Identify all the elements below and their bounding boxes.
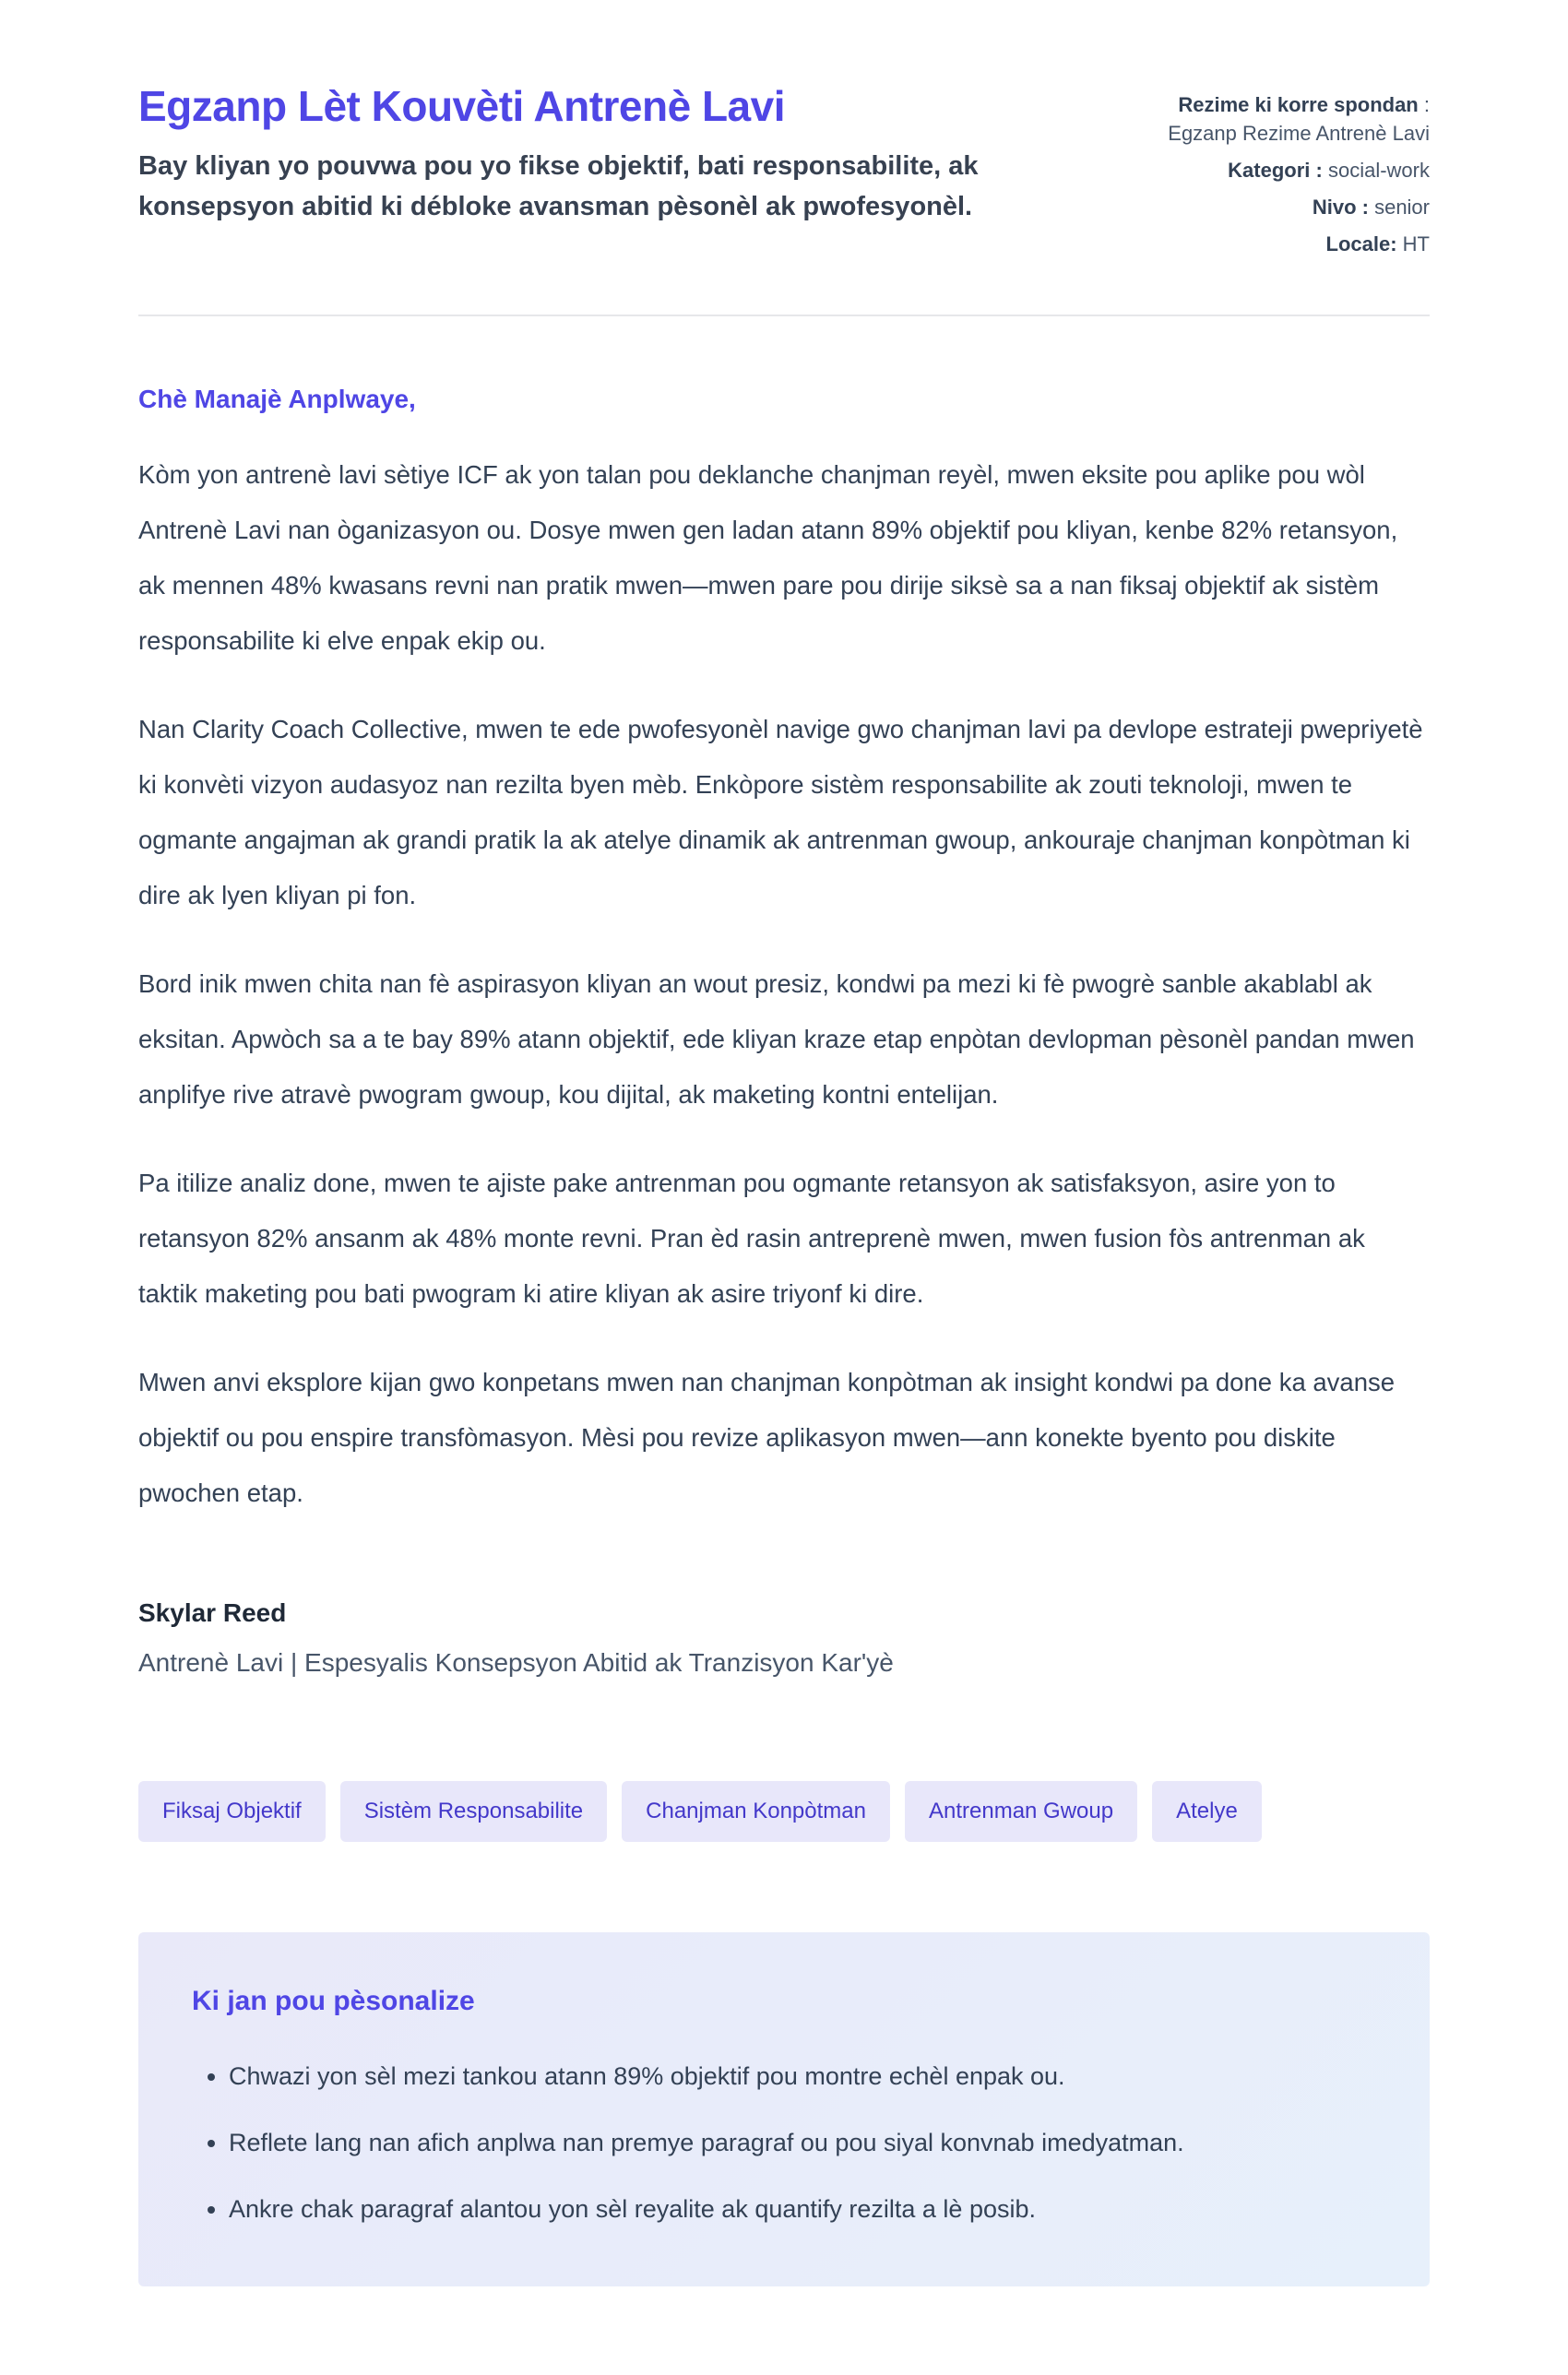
callout-title: Ki jan pou pèsonalize bbox=[192, 1986, 475, 2016]
callout-bullet-2: • Reflete lang nan afich anplwa nan premye paragraf ou pou siyal konvnab imedyatman. bbox=[229, 2124, 1376, 2161]
paragraph-2: Nan Clarity Coach Collective, mwen te ede pwofesyonèl navige gwo chanjman lavi pa devlope estrateji pwepriyetè ki konvèti vizyon audasyoz nan rezilta byen mèb. Enkòpore sistèm responsabilite ak zouti teknoloji, mwen te ogmante angajman ak grandi pratik la ak atelye dinamik ak antrenman gwoup, ankouraje chanjman konpòtman ki dire ak lyen kliyan pi fon. bbox=[138, 715, 1423, 909]
cover-letter-page bbox=[138, 0, 1430, 2375]
meta-panel bbox=[1153, 81, 1430, 267]
greeting: Chè Manajè Anplwaye, bbox=[138, 385, 416, 413]
callout-list bbox=[192, 2058, 1376, 2227]
signature-name: Skylar Reed bbox=[138, 1598, 287, 1627]
paragraph-4: Pa itilize analiz done, mwen te ajiste pake antrenman pou ogmante retansyon ak satisfaksyon, asire yon to retansyon 82% ansanm ak 48% monte revni. Pran èd rasin antreprenè mwen, mwen fusion fòs antrenman ak taktik maketing pou bati pwogram ki atire kliyan ak asire triyonf ki dire. bbox=[138, 1169, 1365, 1308]
meta-label: Kategori : bbox=[1228, 159, 1323, 182]
paragraph-5: Mwen anvi eksplore kijan gwo konpetans mwen nan chanjman konpòtman ak insight kondwi pa done ka avanse objektif ou pou enspire transfòmasyon. Mèsi pou revize aplikasyon mwen—ann konekte byento pou diskite pwochen etap. bbox=[138, 1368, 1396, 1507]
meta-value: HT bbox=[1402, 232, 1430, 255]
tag-antrenman-gwoup[interactable]: Antrenman Gwoup bbox=[905, 1781, 1137, 1842]
header-divider bbox=[138, 315, 1430, 316]
meta-value: senior bbox=[1374, 196, 1430, 219]
header-text-block bbox=[138, 81, 1098, 227]
tag-fiksaj-objektif[interactable]: Fiksaj Objektif bbox=[138, 1781, 326, 1842]
page-subtitle: Bay kliyan yo pouvwa pou yo fikse objektif, bati responsabilite, ak konsepsyon abitid ki débloke avansman pèsonèl ak pwofesyonèl. bbox=[138, 151, 979, 221]
tag-chanjman-konpotman[interactable]: Chanjman Konpòtman bbox=[622, 1781, 890, 1842]
meta-label: Locale: bbox=[1325, 232, 1397, 255]
callout-bullet-1: • Chwazi yon sèl mezi tankou atann 89% objektif pou montre echèl enpak ou. bbox=[229, 2058, 1376, 2095]
page-title: Egzanp Lèt Kouvèti Antrenè Lavi bbox=[138, 82, 786, 130]
meta-value: : Egzanp Rezime Antrenè Lavi bbox=[1168, 93, 1430, 145]
meta-row-locale bbox=[1153, 230, 1430, 258]
tag-sistem-responsabilite[interactable]: Sistèm Responsabilite bbox=[340, 1781, 607, 1842]
meta-label: Rezime ki korre spondan bbox=[1178, 93, 1419, 116]
meta-label: Nivo : bbox=[1312, 196, 1369, 219]
meta-row-level bbox=[1153, 193, 1430, 221]
letter-body bbox=[138, 385, 1430, 1678]
meta-row-category bbox=[1153, 156, 1430, 184]
personalize-callout bbox=[138, 1932, 1430, 2286]
signature-role: Antrenè Lavi | Espesyalis Konsepsyon Abitid ak Tranzisyon Kar'yè bbox=[138, 1648, 894, 1677]
tag-atelye[interactable]: Atelye bbox=[1152, 1781, 1262, 1842]
callout-bullet-3: • Ankre chak paragraf alantou yon sèl reyalite ak quantify rezilta a lè posib. bbox=[229, 2191, 1376, 2227]
page-header bbox=[138, 81, 1430, 267]
meta-value: social-work bbox=[1327, 159, 1430, 182]
tag-list bbox=[138, 1781, 1430, 1842]
paragraph-3: Bord inik mwen chita nan fè aspirasyon kliyan an wout presiz, kondwi pa mezi ki fè pwogrè sanble akablabl ak eksitan. Apwòch sa a te bay 89% atann objektif, ede kliyan kraze etap enpòtan devlopman pèsonèl pandan mwen anplifye rive atravè pwogram gwoup, kou dijital, ak maketing kontni entelijan. bbox=[138, 969, 1415, 1109]
meta-row-resume bbox=[1153, 90, 1430, 148]
paragraph-1: Kòm yon antrenè lavi sètiye ICF ak yon talan pou deklanche chanjman reyèl, mwen eksite pou aplike pou wòl Antrenè Lavi nan òganizasyon ou. Dosye mwen gen ladan atann 89% objektif pou kliyan, kenbe 82% retansyon, ak mennen 48% kwasans revni nan pratik mwen—mwen pare pou dirije siksè sa a nan fiksaj objektif ak sistèm responsabilite ki elve enpak ekip ou. bbox=[138, 460, 1398, 655]
